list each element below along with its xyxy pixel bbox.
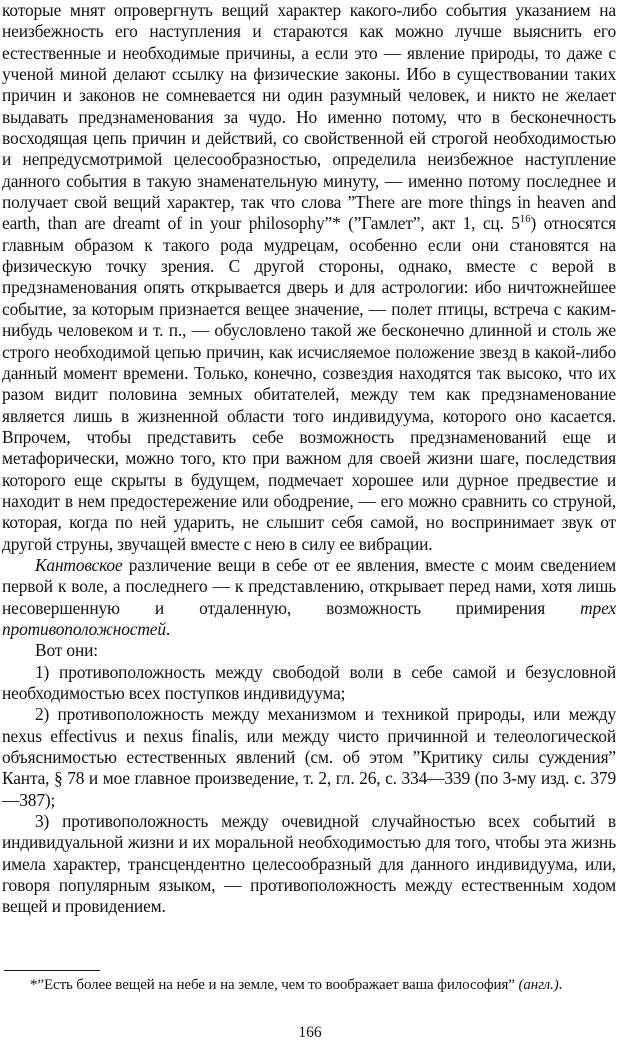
text-run: Вот они:: [35, 640, 98, 661]
paragraph: [2, 811, 616, 918]
emphasis-text: Кантовское: [35, 554, 123, 575]
page-number: 166: [298, 1024, 322, 1041]
emphasis-text: трех противоположностей: [2, 597, 616, 639]
text-run: различение вещи в себе от ее явления, вместе с моим сведением первой к воле, а последнего — к представлению, открывает перед нами, хотя лишь несовершенную и отдаленную, возможность примирения: [2, 554, 616, 618]
emphasis-text: (англ.): [518, 977, 559, 993]
text-run: .: [558, 977, 563, 993]
page-body: [2, 0, 616, 918]
text-run: 2) противоположность между механизмом и техникой природы, или между nexus effectivus и nexus finalis, или между чисто причинной и телеологической объяснимостью естественных явлений (см. об этом ”Критику силы суждения” Канта, § 78 и мое главное произведение, т. 2, гл. 26, с. 334—339 (по 3-му изд. с. 379—387);: [2, 704, 616, 810]
text-run: *”Есть более вещей на небе и на земле, чем то воображает ваша философия”: [30, 977, 519, 993]
text-run: 1) противоположность между свободой воли в себе самой и безусловной необходимостью всех поступков индивидуума;: [2, 661, 616, 703]
text-run: .: [165, 618, 171, 639]
text-run: 3) противоположность между очевидной случайностью всех событий в индивидуальной жизни и их моральной необходимостью для того, чтобы эта жизнь имела характер, трансцендентно целесообразный для данного индивидуума, или, говоря популярным языком, — противоположность между естественным ходом вещей и провидением.: [2, 811, 616, 917]
footnote-ref: 16: [519, 213, 531, 226]
paragraph: [2, 704, 616, 811]
paragraph: [2, 662, 616, 705]
paragraph: [2, 555, 616, 640]
paragraph: [2, 640, 616, 661]
footnote-divider: [4, 970, 100, 971]
text-run: которые мнят опровергнуть вещий характер какого-либо события указанием на неизбежность его наступления и стараются как можно лучше выяснить его естественные и необходимые причины, а если это — явление природы, то даже с ученой миной делают ссылку на физические законы. Ибо в существовании таких причин и законов не сомневается ни один разумный человек, и никто не желает выдавать предзнаменования за чудо. Но именно потому, что в бесконечность восходящая цепь причин и действий, со свойственной ей строгой необходимостью и непредусмотримой целесообразностью, определила неизбежное наступление данного события в такую знаменательную минуту, — именно потому последнее и получает свой вещий характер, так что слова ”There are more things in heaven and earth, than are dreamt of in your philosophy”* (”Гамлет”, акт 1, сц. 5: [2, 0, 616, 234]
paragraph: [2, 0, 616, 555]
footnote: [4, 976, 612, 995]
text-run: ) относятся главным образом к такого рода мудрецам, особенно если они становятся на физическую точку зрения. С другой стороны, однако, вместе с верой в предзнаменования опять открывается дверь и для астрологии: ибо ничтожнейшее событие, за которым признается вещее значение, — полет птицы, встреча с каким-нибудь человеком и т. п., — обусловлено такой же бесконечно длинной и столь же строго необходимой цепью причин, как исчисляемое положение звезд в какой-либо данный момент времени. Только, конечно, созвездия находятся так высоко, что их разом видит половина земных обитателей, между тем как предзнаменование является лишь в жизненной области того индивидуума, которого оно касается. Впрочем, чтобы представить себе возможность предзнаменований еще и метафорически, можно того, кто при важном для своей жизни шаге, последствия которого еще скрыты в будущем, подмечает хорошее или дурное предвестие и находит в нем предостережение или ободрение, — его можно сравнить со струной, которая, когда по ней ударить, не слышит себя самой, но воспринимает звук от другой струны, звучащей вместе с нею в силу ее вибрации.: [2, 213, 616, 554]
